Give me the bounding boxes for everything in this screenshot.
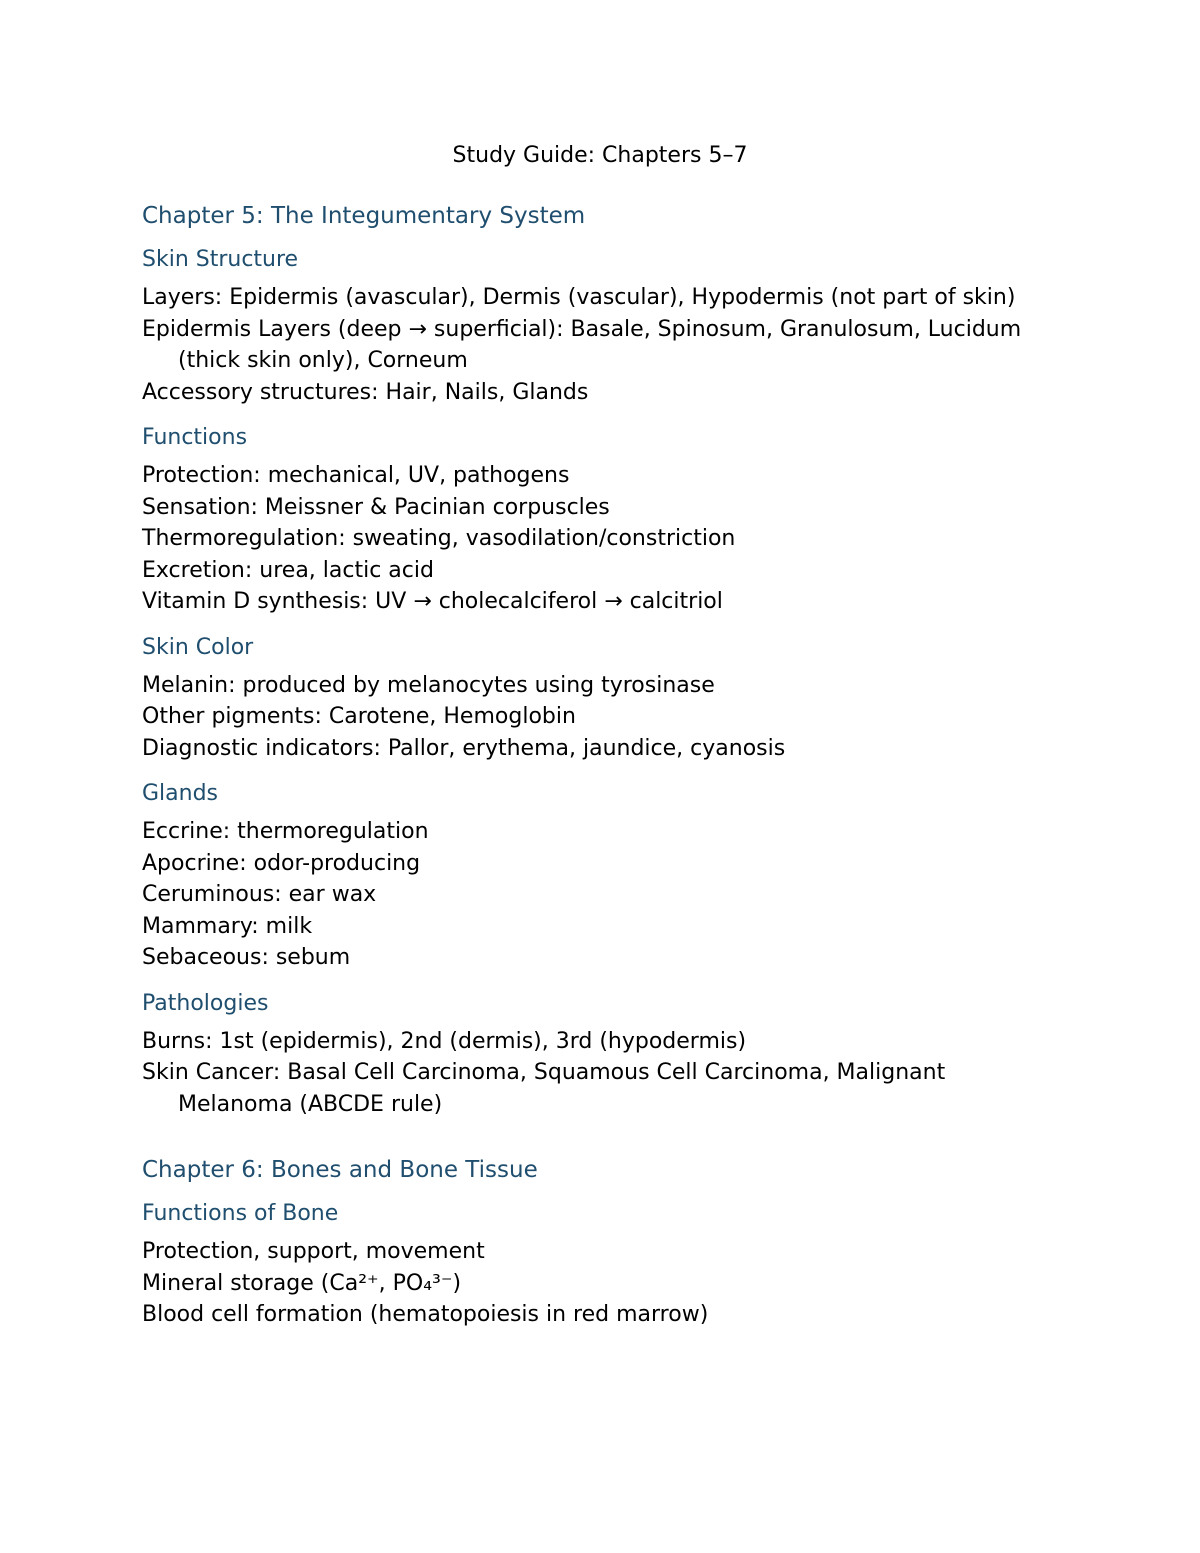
document-body [142, 198, 1042, 1345]
chapter-spacer [142, 1134, 1042, 1152]
list-item: Burns: 1st (epidermis), 2nd (dermis), 3rd (hypodermis) [142, 1028, 747, 1054]
list-item: Epidermis Layers (deep → superficial): Basale, Spinosum, Granulosum, Lucidum (thick skin only), Corneum [142, 316, 1022, 373]
list-item: Melanin: produced by melanocytes using tyrosinase [142, 672, 715, 698]
section-heading: Skin Structure [142, 247, 299, 272]
section-heading: Glands [142, 781, 219, 806]
section-heading: Functions [142, 425, 248, 450]
list-item: Protection: mechanical, UV, pathogens [142, 463, 570, 488]
list-item: Layers: Epidermis (avascular), Dermis (vascular), Hypodermis (not part of skin) [142, 285, 1016, 310]
list-item: Skin Cancer: Basal Cell Carcinoma, Squamous Cell Carcinoma, Malignant Melanoma (ABCDE rule) [142, 1060, 946, 1117]
section-skin-structure [142, 244, 1042, 408]
list-item: Vitamin D synthesis: UV → cholecalciferol → calcitriol [142, 589, 723, 614]
chapter-5-heading: Chapter 5: The Integumentary System [142, 203, 586, 229]
list-item: Sensation: Meissner & Pacinian corpuscles [142, 494, 610, 520]
section-heading: Pathologies [142, 990, 269, 1016]
section-pathologies [142, 988, 1042, 1121]
chapter-6-heading: Chapter 6: Bones and Bone Tissue [142, 1157, 538, 1183]
section-glands [142, 778, 1042, 974]
list-item: Blood cell formation (hematopoiesis in red marrow) [142, 1302, 709, 1327]
list-item: Ceruminous: ear wax [142, 882, 377, 907]
list-item: Thermoregulation: sweating, vasodilation/constriction [142, 526, 736, 551]
list-item: Protection, support, movement [142, 1239, 485, 1264]
section-skin-color [142, 632, 1042, 765]
list-item: Accessory structures: Hair, Nails, Glands [142, 379, 589, 405]
document-title: Study Guide: Chapters 5–7 [452, 143, 748, 168]
list-item: Other pigments: Carotene, Hemoglobin [142, 704, 576, 729]
section-functions-of-bone [142, 1198, 1042, 1331]
section-heading: Functions of Bone [142, 1201, 339, 1226]
section-functions [142, 422, 1042, 618]
list-item: Mineral storage (Ca²⁺, PO₄³⁻) [142, 1270, 462, 1296]
list-item: Excretion: urea, lactic acid [142, 557, 434, 583]
list-item: Apocrine: odor-producing [142, 850, 421, 876]
list-item: Eccrine: thermoregulation [142, 819, 429, 844]
list-item: Diagnostic indicators: Pallor, erythema, jaundice, cyanosis [142, 735, 786, 761]
section-heading: Skin Color [142, 634, 254, 660]
list-item: Mammary: milk [142, 913, 313, 939]
list-item: Sebaceous: sebum [142, 945, 351, 970]
